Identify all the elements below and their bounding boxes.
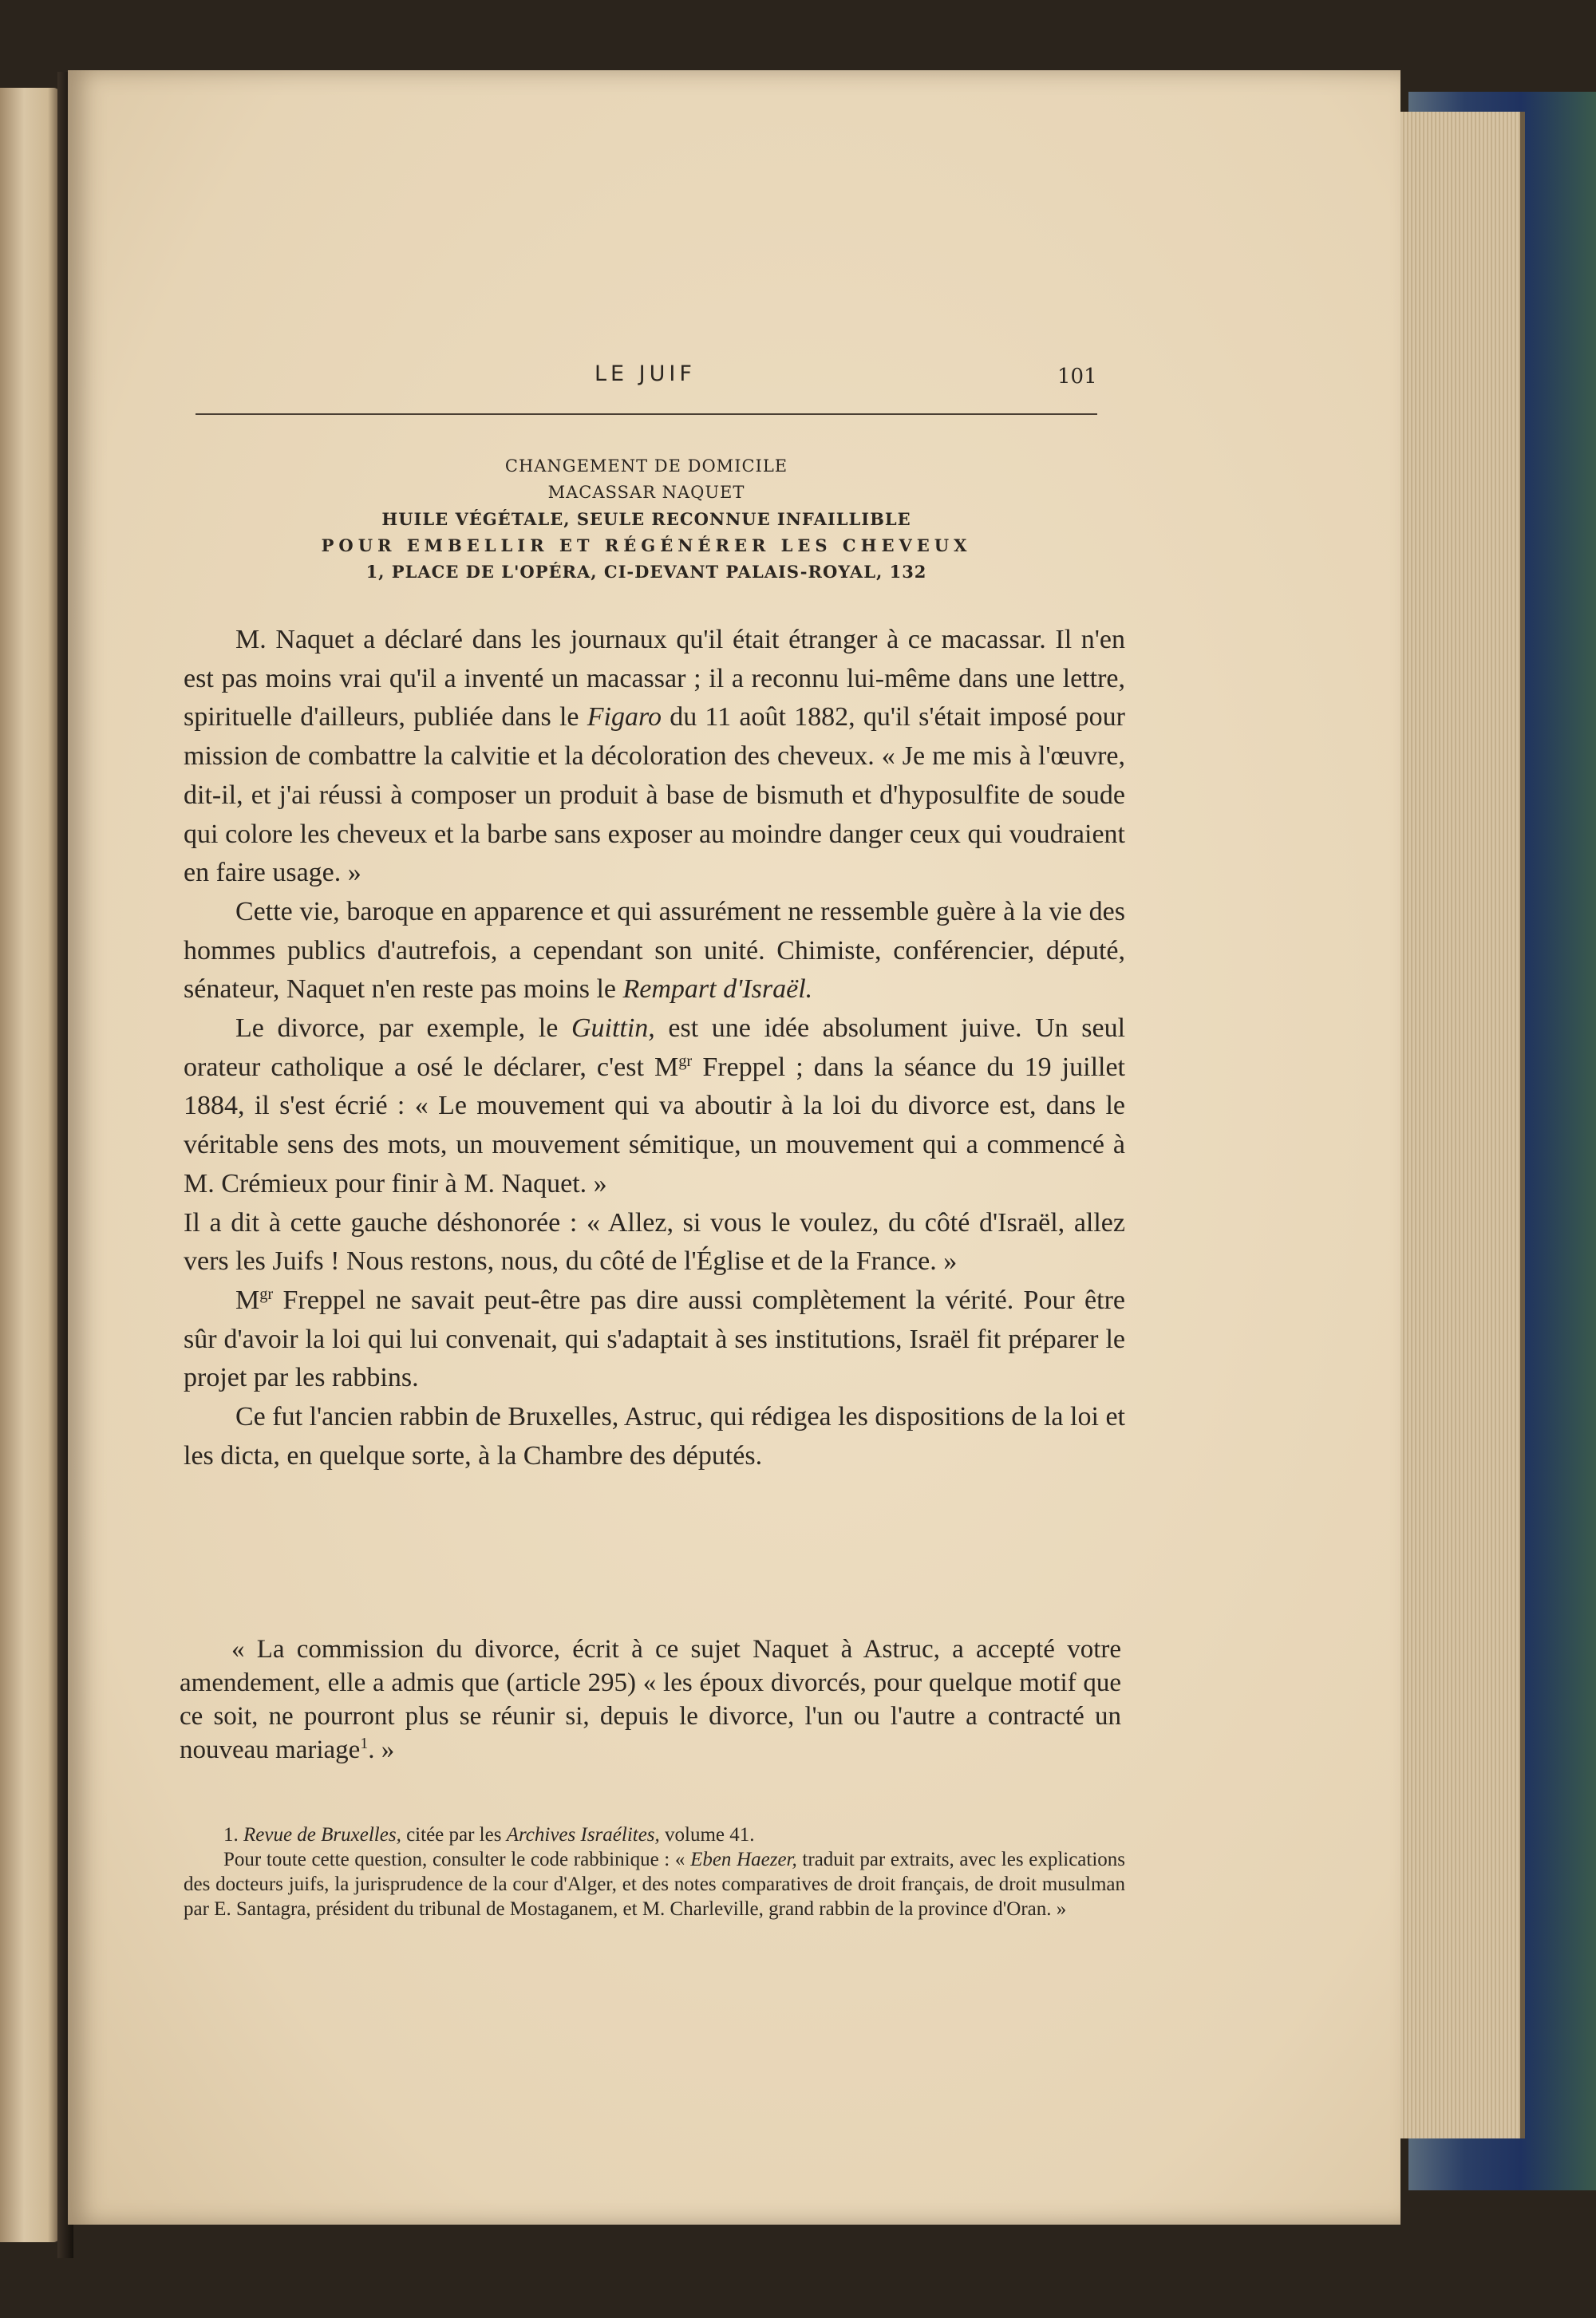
paragraph-1 bbox=[184, 621, 1125, 893]
paragraph-3-rest: Freppel ; dans la séance du 19 juillet 1884, il s'est écrié : « Le mouvement qui va aboutir à la loi du divorce est, dans le véritable sens des mots, un mouvement sémitique, un mouvement qui a commencé à M. Crémieux pour finir à M. Naquet. » bbox=[184, 1052, 1125, 1198]
advertisement-heading bbox=[196, 453, 1097, 585]
quote-end: . » bbox=[368, 1736, 395, 1764]
quote-text: « La commission du divorce, écrit à ce sujet Naquet à Astruc, a accepté votre amendement, elle a admis que (article 295) « les époux divorcés, pour quelque motif que ce soit, ne pourront plus se réunir si, depuis le divorce, l'un ou l'autre a contracté un nouveau mariage bbox=[180, 1635, 1121, 1764]
paragraph-3 bbox=[184, 1009, 1125, 1204]
paragraph-4: Il a dit à cette gauche déshonorée : « Allez, si vous le voulez, du côté d'Israël, allez vers les Juifs ! Nous restons, nous, du côté de l'Église et de la France. » bbox=[184, 1207, 1125, 1277]
paragraph-5 bbox=[184, 1281, 1125, 1398]
book-page bbox=[68, 70, 1400, 2225]
header-rule bbox=[196, 413, 1097, 415]
footnote-1-mid: citée par les bbox=[406, 1824, 502, 1846]
paragraph-5-rest: Freppel ne savait peut-être pas dire aussi complètement la vérité. Pour être sûr d'avoir la loi qui lui convenait, qui s'adaptait à ses institutions, Israël fit préparer le projet par les rabbins. bbox=[184, 1285, 1125, 1393]
footnote-1 bbox=[184, 1822, 1125, 1847]
block-quote bbox=[180, 1633, 1121, 1767]
footnote-2-rest: traduit par extraits, avec les explications des docteurs juifs, la jurisprudence de la cour d'Alger, et des notes comparatives de droit français, de droit musulman par E. Santagra, président du tribunal de Mostaganem, et M. Charleville, grand rabbin de la province d'Oran. » bbox=[184, 1849, 1126, 1920]
running-head-title: LE JUIF bbox=[595, 361, 696, 386]
footnote-1-number: 1. bbox=[223, 1824, 239, 1846]
paragraph-3-mid: est une idée absolument juive. Un seul orateur catholique a osé le déclarer, c'est M bbox=[184, 1013, 1126, 1082]
page-fore-edge bbox=[1400, 112, 1525, 2138]
paragraph-2-italic: Rempart d'Israël. bbox=[622, 974, 813, 1005]
page-number: 101 bbox=[1057, 365, 1097, 389]
footnote-2-start: Pour toute cette question, consulter le code rabbinique : « bbox=[223, 1849, 685, 1870]
paragraph-1-figaro: Figaro bbox=[587, 702, 662, 733]
paragraph-3-start: Le divorce, par exemple, le bbox=[235, 1013, 559, 1044]
body-text bbox=[184, 621, 1125, 1475]
heading-line-4: POUR EMBELLIR ET RÉGÉNÉRER LES CHEVEUX bbox=[321, 535, 972, 555]
paragraph-2-start: Cette vie, baroque en apparence et qui assurément ne ressemble guère à la vie des hommes publics d'autrefois, a cependant son unité. Chimiste, conférencier, député, sénateur, Naquet n'en reste pas moins le bbox=[184, 896, 1125, 1005]
footnote-1-source: Archives Israélites, bbox=[506, 1824, 660, 1846]
paragraph-5-start: M bbox=[235, 1285, 260, 1315]
paragraph-3-sup: gr bbox=[678, 1052, 693, 1070]
heading-line-3: HUILE VÉGÉTALE, SEULE RECONNUE INFAILLIBLE bbox=[381, 509, 911, 529]
paragraph-3-guittin: Guittin, bbox=[571, 1013, 655, 1044]
footnotes bbox=[184, 1822, 1125, 1921]
quote-note-ref: 1 bbox=[360, 1735, 369, 1753]
paragraph-1-start: M. Naquet a déclaré dans les journaux qu'il était étranger à ce macassar. Il n'en est pas moins vrai qu'il a inventé un macassar ; il a reconnu lui-même dans une lettre, spirituelle d'ailleurs, publiée dans le bbox=[184, 625, 1125, 733]
left-page-edge bbox=[0, 88, 60, 2242]
footnote-2-title: Eben Haezer, bbox=[690, 1849, 797, 1870]
paragraph-2 bbox=[184, 893, 1125, 1009]
footnote-1-title: Revue de Bruxelles, bbox=[243, 1824, 401, 1846]
footnote-1-end: volume 41. bbox=[665, 1824, 755, 1846]
paragraph-1-rest: du 11 août 1882, qu'il s'était imposé pour mission de combattre la calvitie et la décoloration des cheveux. « Je me mis à l'œuvre, dit-il, et j'ai réussi à composer un produit à base de bismuth et d'hyposulfite de soude qui colore les cheveux et la barbe sans exposer au moindre danger ceux qui voudraient en faire usage. » bbox=[184, 702, 1126, 888]
heading-line-5: 1, PLACE DE L'OPÉRA, CI-DEVANT PALAIS-ROYAL, 132 bbox=[365, 562, 927, 582]
paragraph-5-sup: gr bbox=[259, 1285, 274, 1303]
heading-line-1: CHANGEMENT DE DOMICILE bbox=[504, 456, 788, 476]
paragraph-6: Ce fut l'ancien rabbin de Bruxelles, Astruc, qui rédigea les dispositions de la loi et les dicta, en quelque sorte, à la Chambre des députés. bbox=[184, 1402, 1125, 1471]
heading-line-2: MACASSAR NAQUET bbox=[547, 483, 745, 502]
footnote-2 bbox=[184, 1847, 1125, 1921]
